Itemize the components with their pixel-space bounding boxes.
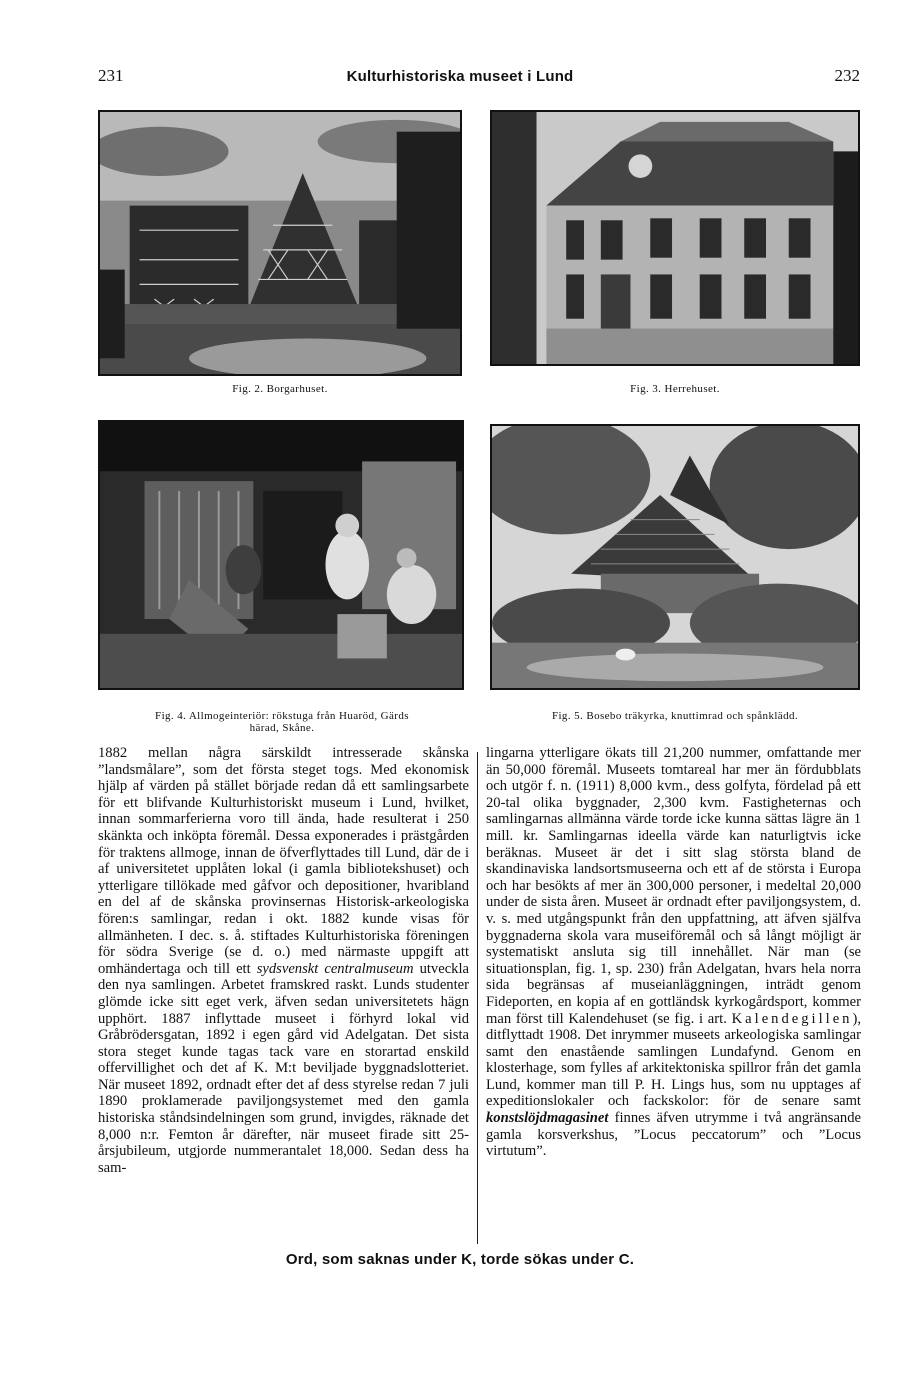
text-right-bold-italic: konstslöjdmagasinet (486, 1110, 609, 1127)
column-divider (477, 752, 478, 1244)
text-right-part-3: finnes äfven utrymme i två angränsande gamla korsverkshus, ”Locus peccatorum” och ”Locus virtutum”. (486, 1110, 861, 1160)
text-left-emphasis: sydsvenskt centralmuseum (256, 960, 414, 977)
text-right-part-2: ), ditflyttadt 1908. Det inrymmer museets arkeologiska samlingar samt den enastående samlingen Lundafynd. Genom en klosterhage, som fylles af arkitektoniska spillror från det gamla Lund, kommer man till P. H. Lings hus, som nu upptages af expeditionslokaler och fackskolor: för de senare samt (486, 1010, 861, 1110)
paragraph-right (486, 745, 861, 1160)
figure-allmogeinterior-image (98, 420, 464, 690)
running-title: Kulturhistoriska museet i Lund (346, 68, 574, 85)
caption-fig-4-line-1: Fig. 4. Allmogeinteriör: rökstuga från Huaröd, Gärds (155, 710, 409, 722)
figure-borgarhuset-image (98, 110, 462, 376)
caption-fig-5: Fig. 5. Bosebo träkyrka, knuttimrad och spånklädd. (551, 710, 799, 722)
text-right-spaced: Kalendegillen (731, 1010, 853, 1027)
text-column-right (486, 745, 861, 1160)
caption-fig-3: Fig. 3. Herrehuset. (630, 383, 720, 395)
text-column-left (98, 745, 469, 1176)
text-left-part-2: utveckla den nya samlingen. Arbetet framskred raskt. Lunds studenter glömde icke sitt eget verk, äfven sedan universitetets hägn upphört. 1887 inflyttade museet i förhyrd lokal vid Gråbrödersgatan, 1892 i egen gård vid Adelgatan. Det sista stora steget kunde tagas tack vare en storartad enskild offervillighet och det af K. M:t beviljade byggnadslotteriet. När museet 1892, ordnadt efter det af dess styrelse redan 7 juli 1890 proklamerade paviljongsystemet med den gamla historiska ståndsindelningen som grund, invigdes, räknade det 8,000 n:r. Femton år därefter, när museet firade sitt 25-årsjubileum, utgjorde nummerantalet 18,000. Sedan dess ha sam- (98, 960, 469, 1176)
caption-fig-4-line-2: härad, Skåne. (249, 722, 315, 734)
page-number-left: 231 (98, 66, 124, 85)
figure-herrehuset-image (490, 110, 860, 366)
text-left-part-1: 1882 mellan några särskildt intresserade skånska ”landsmålare”, som det första steget togs. Med ekonomisk hjälp af värden på stället började redan då ett samlingsarbete för ett blifvande Kulturhistoriskt museum i Lund, hvilket, innan sommarferierna voro till ända, hade resulterat i 250 skänkta och inköpta föremål. Dessa exponerades i prästgården för traktens allmoge, innan de öfverflyttades till Lund, där de i af universitetet upplåten lokal (i gamla bibliotekshuset) och ytterligare tillökade med gåfvor och depositioner, hvaribland en del af de skånska provinsernas Historisk-arkeologiska fören:s samlingar, redan i okt. 1882 kunde visas för allmänheten. I dec. s. å. stiftades Kulturhistoriska föreningen för södra Sverige (se d. o.) med närmaste uppgift att omhändertaga och till ett (98, 745, 469, 977)
page-number-right: 232 (834, 66, 860, 85)
caption-fig-2: Fig. 2. Borgarhuset. (232, 383, 328, 395)
text-right-part-1: lingarna ytterligare ökats till 21,200 nummer, omfattande mer än 50,000 föremål. Museets tomtareal har mer än fördubblats och utgör f. n. (1911) 8,000 kvm., dess golfyta, fördelad på ett 20-tal olika byggnader, 2,300 kvm. Fastigheternas och samlingarnas allmänna värde torde icke kunna sättas lägre än 1 mill. kr. Samlingarnas ideella värde kan naturligtvis icke beräknas. Museet är det i sitt slag största bland de skandinaviska landsortsmuseerna och ett af de största i Europa och har besökts af mer än 300,000 personer, i medeltal 20,000 under de sista åren. Museet är ordnadt efter paviljongsystem, d. v. s. med utgångspunkt från den uppfattning, att äfven själfva byggnaderna skola vara museiföremål och så långt möjligt är systematiskt ansluta sig till innehållet. När man (se situationsplan, fig. 1, sp. 230) från Adelgatan, hvars hela norra sida begränsas af museianläggningen, inträdt genom Fideporten, en kopia af en gottländsk kyrkogårdsport, kommer man först till Kalendehuset (se fig. i art. (486, 745, 861, 1027)
figure-bosebo-trakyrka-image (490, 424, 860, 690)
paragraph-left (98, 745, 469, 1176)
footer-note: Ord, som saknas under K, torde sökas under C. (285, 1251, 635, 1268)
